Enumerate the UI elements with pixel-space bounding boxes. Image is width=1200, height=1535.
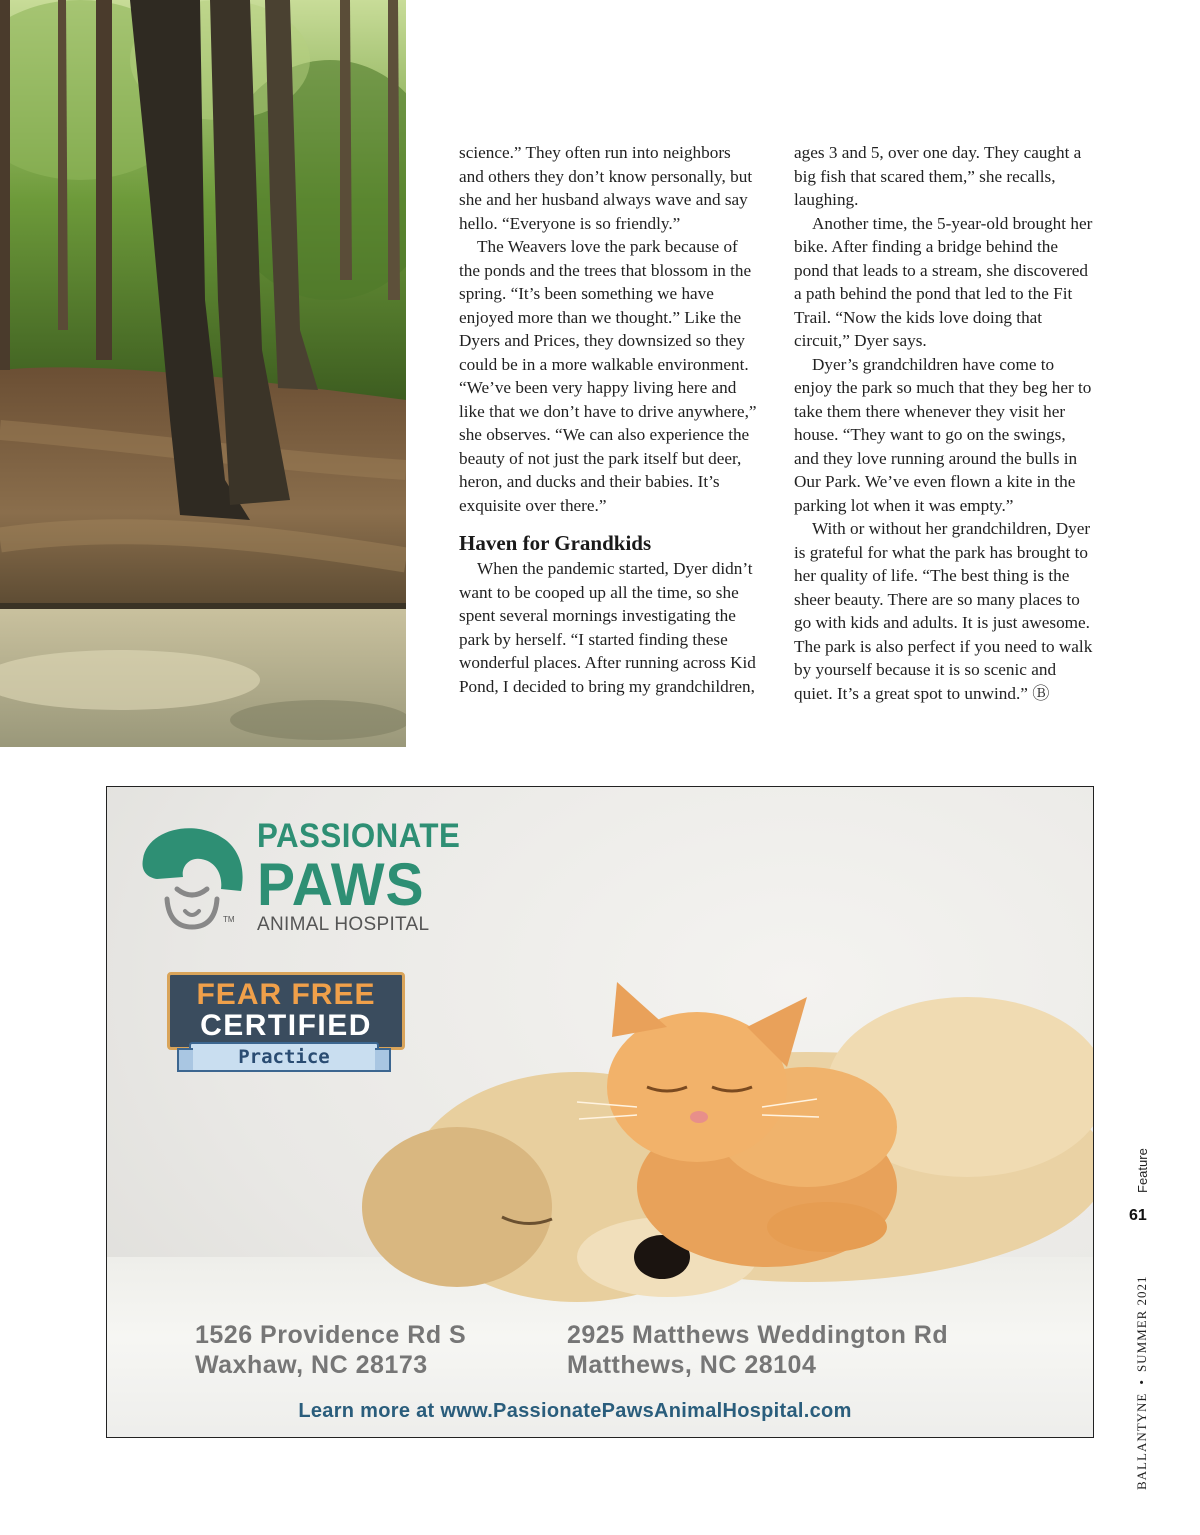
address-city: Matthews, NC 28104 [567, 1351, 817, 1379]
forest-photo [0, 0, 406, 747]
end-mark-icon: Ⓑ [1032, 683, 1050, 703]
address-matthews [567, 1320, 948, 1380]
article-paragraph: Dyer’s grandchildren have come to enjoy the park so much that they beg her to take them there whenever they visit her house. “They want to go on the swings, and they love running around the bulls in Our Park. We’ve even flown a kite in the parking lot when it was empty.” [794, 354, 1092, 515]
website-link[interactable]: Learn more at www.PassionatePawsAnimalHospital.com [298, 1400, 852, 1422]
article-paragraph: ages 3 and 5, over one day. They caught a big fish that scared them,” she recalls, laughing. [794, 143, 1082, 209]
article-paragraph: Another time, the 5-year-old brought her bike. After finding a bridge behind the pond that leads to a stream, she discovered a path behind the pond that led to the Fit Trail. “Now the kids love doing that circuit,” Dyer says. [794, 213, 1093, 350]
badge-line-certified: CERTIFIED [200, 1009, 372, 1042]
article-paragraph [794, 517, 1094, 705]
article-column-left [459, 141, 759, 698]
address-waxhaw [195, 1320, 466, 1380]
address-street: 1526 Providence Rd S [195, 1321, 467, 1349]
address-city: Waxhaw, NC 28173 [195, 1351, 428, 1379]
page-number: 61 [1129, 1207, 1147, 1224]
publication-name: BALLANTYNE [1134, 1392, 1149, 1490]
trademark-mark: TM [223, 915, 235, 924]
forest-illustration [0, 0, 406, 747]
issue-label: SUMMER 2021 [1134, 1275, 1149, 1373]
badge-line-fear-free: FEAR FREE [196, 978, 376, 1011]
logo-subtitle: ANIMAL HOSPITAL [257, 914, 430, 935]
article-paragraph: The Weavers love the park because of the ponds and the trees that blossom in the spring. “It’s been something we have enjoyed more than we thought.” Like the Dyers and Prices, they downsized so they could be in a more walkable environment. “We’ve been very happy living here and like that we don’t have to drive anywhere,” she observes. “We can also experience the beauty of not just the park itself but deer, heron, and ducks and their babies. It’s exquisite over there.” [459, 237, 757, 515]
badge-ribbon: Practice [189, 1042, 379, 1072]
section-label: Feature [1135, 1148, 1150, 1193]
publication-footer [1133, 1275, 1151, 1490]
article-paragraph-text: With or without her grandchildren, Dyer is grateful for what the park has brought to her quality of life. “The best thing is the sheer beauty. There are so many places to go with kids and adults. It is just awesome. The park is also perfect if you need to walk by yourself because it is so scenic and quiet. It’s a great spot to unwind.” [794, 519, 1093, 703]
fear-free-badge [167, 972, 405, 1050]
address-street: 2925 Matthews Weddington Rd [567, 1321, 949, 1349]
article-paragraph: When the pandemic started, Dyer didn’t want to be cooped up all the time, so she spent several mornings investigating the park by herself. “I started finding these wonderful places. After running across Kid Pond, I decided to bring my grandchildren, [459, 559, 756, 696]
advertisement [106, 786, 1094, 1438]
logo-title-paws: PAWS [257, 851, 425, 918]
logo-title-passionate: PASSIONATE [257, 817, 461, 855]
separator-dot: • [1134, 1380, 1149, 1385]
article-column-right [794, 141, 1094, 705]
article-paragraph: science.” They often run into neighbors and others they don’t know personally, but she and her husband always wave and say hello. “Everyone is so friendly.” [459, 143, 753, 233]
section-heading: Haven for Grandkids [459, 531, 652, 555]
